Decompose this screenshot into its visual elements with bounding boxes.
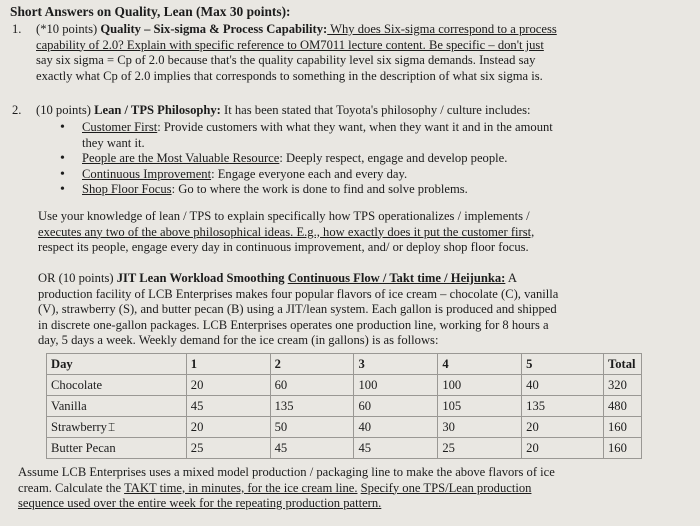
q2-instructions: Use your knowledge of lean / TPS to explain specifically how TPS operationalizes / implements / executes any two of the above philosophical ideas. E.g., how exactly does it put the customer first, respect its people, engage every day in continuous improvement, and/ or deploy shop floor focus. [38,209,535,255]
table-row: Butter Pecan 25 45 45 25 20 160 [47,438,642,459]
q1-number: 1. [12,22,22,36]
q1-line3: say six sigma = Cp of 2.0 because that's the quality capability level six sigma demands. Instead say [36,53,536,68]
weekly-demand-table [46,353,642,459]
assumption-text: Assume LCB Enterprises uses a mixed model production / packaging line to make the above flavors of ice cream. Calculate the TAKT time, in minutes, for the ice cream line. Specify one TPS/Lean production sequence used over the entire week for the repeating production pattern. [18,465,555,511]
list-item: • People are the Most Valuable Resource: Deeply respect, engage and develop people. [56,151,666,167]
table-row: Vanilla 45 135 60 105 135 480 [47,396,642,417]
q2-number: 2. [12,103,22,117]
column-header: 2 [270,354,354,375]
q2-points: (10 points) [36,103,95,117]
table-row: Strawberry⌶ 20 50 40 30 20 160 [47,417,642,438]
column-header: Day [47,354,187,375]
text-cursor-icon: ⌶ [107,420,116,434]
page-title: Short Answers on Quality, Lean (Max 30 points): [10,4,291,19]
philosophy-list [56,120,666,198]
column-header: 1 [186,354,270,375]
column-header: Total [604,354,642,375]
list-item: • Shop Floor Focus: Go to where the work is done to find and solve problems. [56,182,666,198]
q1-line1-rest: Why does Six-sigma correspond to a process [327,22,557,36]
column-header: 5 [522,354,604,375]
q1-text [36,22,696,84]
column-header: 3 [354,354,438,375]
q1-points: (*10 points) [36,22,101,36]
table-header-row [47,354,642,375]
q2-title: Lean / TPS Philosophy: [94,103,221,117]
q1-line4: exactly what Cp of 2.0 implies that corresponds to something in the description of what six sigma is. [36,68,543,83]
table-row: Chocolate 20 60 100 100 40 320 [47,375,642,396]
q1-line1 [36,22,696,38]
q1-title: Quality – Six-sigma & Process Capability: [100,22,328,36]
q2-intro-rest: It has been stated that Toyota's philosophy / culture includes: [220,103,531,117]
or-question: OR (10 points) JIT Lean Workload Smoothing Continuous Flow / Takt time / Heijunka: A production facility of LCB Enterprises makes four popular flavors of ice cream – chocolate (C), vanilla (V), strawberry (S), and butter pecan (B) using a JIT/lean system. Each gallon is produced and shipped in discrete one-gallon packages. LCB Enterprises operates one production line, working for 8 hours a day, 5 days a week. Weekly demand for the ice cream (in gallons) is as follows: [38,271,688,349]
column-header: 4 [438,354,522,375]
or-line1: OR (10 points) JIT Lean Workload Smoothing Continuous Flow / Takt time / Heijunka: A [38,271,517,285]
list-item: • Continuous Improvement: Engage everyone each and every day. [56,167,666,183]
list-item: • Customer First: Provide customers with what they want, when they want it and in the amount they want it. [56,120,666,151]
q1-line2: capability of 2.0? Explain with specific reference to OM7011 lecture content. Be specific – don't just [36,37,544,52]
q2-intro [36,103,686,119]
